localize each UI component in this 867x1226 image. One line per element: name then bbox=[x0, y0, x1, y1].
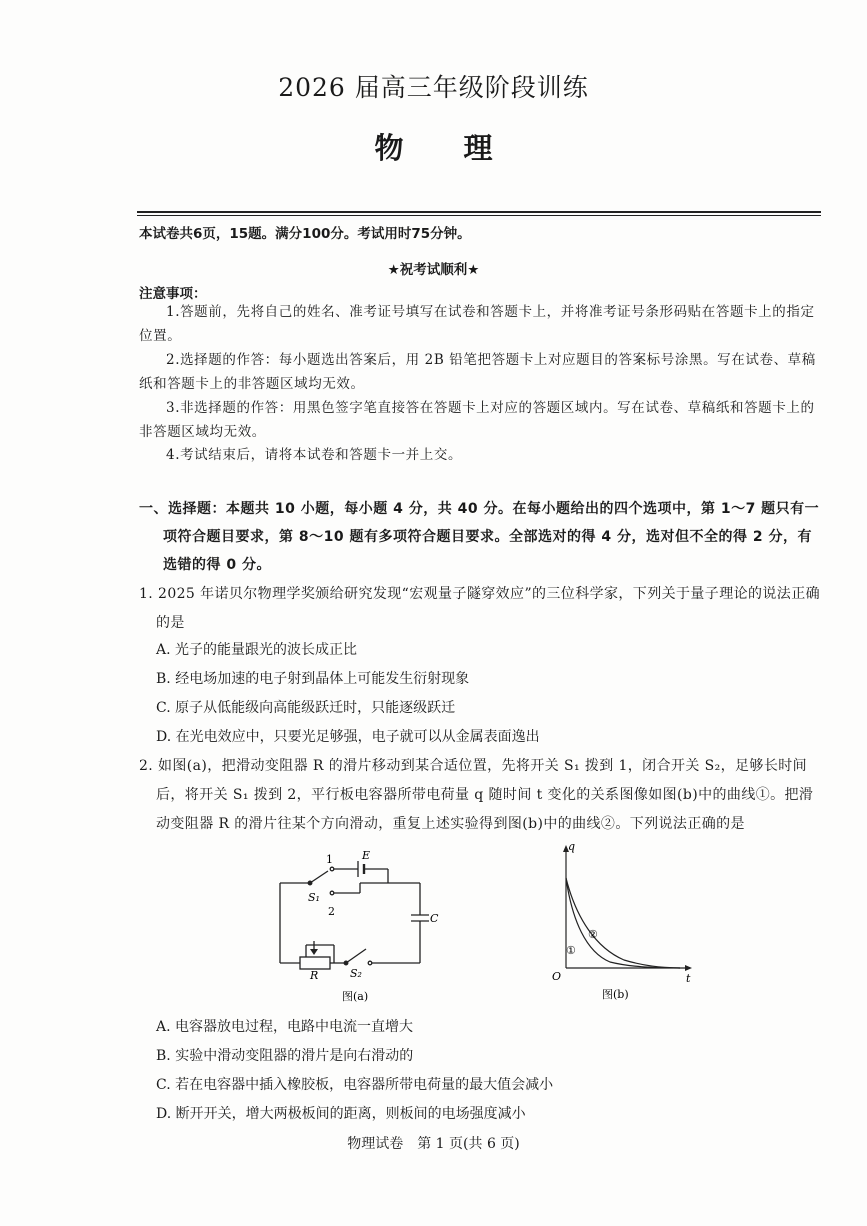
label-capacitor: C bbox=[430, 912, 439, 925]
section-1-instructions: 一、选择题：本题共 10 小题，每小题 4 分，共 40 分。在每小题给出的四个选项中，第 1～7 题只有一项符合题目要求，第 8～10 题有多项符合题目要求。全部选对的得 4 分，选对但不全的得 2 分，有选错的得 0 分。 bbox=[139, 501, 820, 573]
exam-info: 本试卷共6页，15题。满分100分。考试用时75分钟。 bbox=[139, 226, 471, 242]
q1-option-c: C. 原子从低能级向高能级跃迁时，只能逐级跃迁 bbox=[156, 700, 456, 716]
label-battery: E bbox=[362, 849, 371, 862]
subject-title: 物理 bbox=[374, 131, 553, 165]
curve-1-label: ① bbox=[566, 944, 576, 957]
divider-thin bbox=[137, 215, 821, 216]
question-2-stem: 2. 如图(a)，把滑动变阻器 R 的滑片移动到某合适位置，先将开关 S₁ 拨到 1，闭合开关 S₂，足够长时间后，将开关 S₁ 拨到 2，平行板电容器所带电荷量 q 随时间 t 变化的关系图像如图(b)中的曲线①。把滑动变阻器 R 的滑片往某个方向滑动，重复上述实验得到图(b)中的曲线②。下列说法正确的是 bbox=[139, 758, 814, 832]
q2-option-b: B. 实验中滑动变阻器的滑片是向右滑动的 bbox=[156, 1048, 414, 1064]
notice-item: 2.选择题的作答：每小题选出答案后，用 2B 铅笔把答题卡上对应题目的答案标号涂黑。写在试卷、草稿纸和答题卡上的非答题区域均无效。 bbox=[139, 352, 816, 392]
notice-item: 3.非选择题的作答：用黑色签字笔直接答在答题卡上对应的答题区域内。写在试卷、草稿纸和答题卡上的非答题区域均无效。 bbox=[139, 400, 815, 440]
axis-label-t: t bbox=[686, 972, 691, 985]
notice-heading: 注意事项： bbox=[139, 286, 207, 302]
circuit-diagram bbox=[270, 845, 450, 1005]
q-t-graph bbox=[540, 840, 700, 1005]
exam-title: 2026 届高三年级阶段训练 bbox=[278, 73, 589, 102]
q2-option-a: A. 电容器放电过程，电路中电流一直增大 bbox=[156, 1019, 414, 1035]
good-luck-banner: ★祝考试顺利★ bbox=[387, 262, 480, 278]
label-switch-s1: S₁ bbox=[308, 891, 320, 904]
axis-label-q: q bbox=[568, 840, 576, 853]
question-1-stem: 1. 2025 年诺贝尔物理学奖颁给研究发现“宏观量子隧穿效应”的三位科学家，下列关于量子理论的说法正确的是 bbox=[139, 586, 820, 631]
q2-option-d: D. 断开开关，增大两极板间的距离，则板间的电场强度减小 bbox=[156, 1106, 526, 1122]
curve-2-label: ② bbox=[588, 928, 598, 941]
notice-item: 4.考试结束后，请将本试卷和答题卡一并上交。 bbox=[166, 447, 463, 463]
page-footer: 物理试卷 第 1 页(共 6 页) bbox=[347, 1136, 520, 1152]
divider-thick bbox=[137, 211, 821, 213]
label-contact-1: 1 bbox=[326, 853, 333, 866]
label-contact-2: 2 bbox=[328, 905, 335, 918]
label-switch-s2: S₂ bbox=[350, 967, 362, 980]
figure-b-caption: 图(b) bbox=[602, 988, 629, 1001]
q1-option-b: B. 经电场加速的电子射到晶体上可能发生衍射现象 bbox=[156, 671, 470, 687]
figure-a-caption: 图(a) bbox=[342, 990, 369, 1003]
q1-option-d: D. 在光电效应中，只要光足够强，电子就可以从金属表面逸出 bbox=[156, 729, 540, 745]
q1-option-a: A. 光子的能量跟光的波长成正比 bbox=[156, 642, 358, 658]
label-resistor: R bbox=[310, 969, 319, 982]
origin-label: O bbox=[552, 970, 562, 983]
notice-item: 1.答题前，先将自己的姓名、准考证号填写在试卷和答题卡上，并将准考证号条形码贴在答题卡上的指定位置。 bbox=[139, 304, 815, 344]
q2-option-c: C. 若在电容器中插入橡胶板，电容器所带电荷量的最大值会减小 bbox=[156, 1077, 554, 1093]
